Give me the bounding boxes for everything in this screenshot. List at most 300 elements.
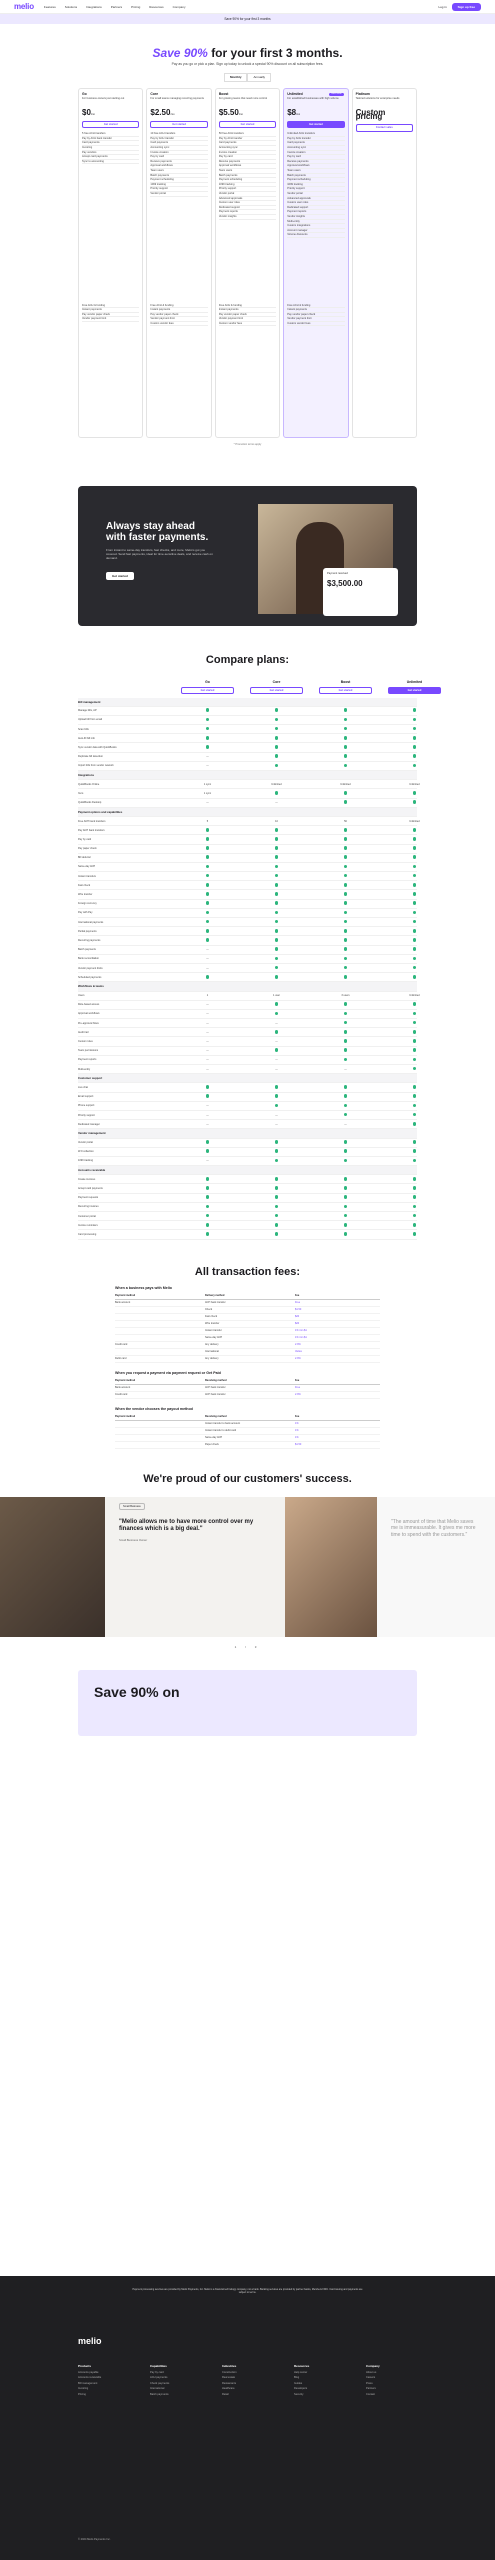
check-icon [275,1214,279,1218]
footer-link[interactable]: Real estate [222,2376,236,2380]
compare-row-label: Bill deferral [78,856,91,860]
compare-cell [380,1094,449,1099]
compare-row-label: Priority support [78,1113,95,1117]
fee-cell: Same-day ACH [205,1336,223,1340]
compare-row-label: Instant transfers [78,874,96,878]
compare-cell: — [275,1122,278,1126]
compare-cell [380,1186,449,1191]
fee-cell: International [205,1350,219,1354]
nav-link[interactable]: Pricing [131,4,141,9]
compare-row-label: Vendor management [78,1131,106,1136]
plan-name: Core [150,91,159,96]
footer-link[interactable]: ACH payments [150,2376,168,2380]
feature-label: Payment scheduling [287,178,311,182]
compare-cell [380,1104,449,1109]
compare-header-spacer [78,680,173,694]
fee-cell: Debit card [115,1357,127,1361]
billing-toggle[interactable] [0,73,495,82]
check-icon [275,874,279,878]
check-icon [275,892,279,896]
plan-cta-button[interactable]: Contact sales [356,124,413,132]
compare-cell [380,828,449,833]
fee-cell: Credit card [115,1343,128,1347]
compare-cell [242,718,311,723]
compare-row-label: Workflows & teams [78,984,104,989]
footer-link[interactable]: Contact [366,2392,375,2396]
footer-link[interactable]: Careers [366,2376,376,2380]
feature-label: Vendor portal [218,192,235,195]
check-icon [413,1159,417,1163]
nav-link[interactable]: Partners [110,4,123,9]
check-icon [344,883,348,887]
fee-cell: Check [205,1308,213,1312]
footer-column-heading: Products [78,2364,92,2368]
compare-header [0,680,495,694]
check-icon [344,947,348,951]
feature-label: Accounting sync [218,146,238,150]
compare-cell: — [275,1113,278,1117]
feature-label: Vendor portal [150,192,166,195]
compare-cell [311,754,380,759]
feature-label: Card payments [82,141,100,145]
check-icon [206,846,210,850]
compare-row [78,734,417,743]
check-icon [275,883,279,887]
compare-row-label: 1099 tracking [78,1159,94,1163]
compare-row [78,817,420,826]
check-icon [275,920,279,924]
fee-row [115,1356,380,1363]
compare-cell: 1 sync [203,782,212,786]
check-icon [344,874,348,878]
compare-row-label: Integrations [78,773,95,778]
check-icon [275,1012,279,1016]
footer-link[interactable]: Check payments [150,2381,170,2385]
plan-price-value: $8 [287,108,297,118]
compare-row [78,863,417,872]
check-icon [206,1205,210,1209]
plan-name: Platinum [355,91,370,96]
fee-cell: 1% min $1 [295,1329,307,1333]
check-icon [413,947,417,951]
footer-link[interactable]: Blog [294,2376,300,2380]
compare-cell [173,929,242,934]
footer-link[interactable]: Partners [366,2387,376,2391]
plan-price-period: /mo [90,113,95,117]
fees-title: All transaction fees: [194,1265,301,1278]
compare-cell [311,966,380,971]
compare-row-label: QuickBooks Online [78,782,100,786]
promo-text: From instant to same-day transfers, fast checks, and more, Melio's got you covered. Send fast payments, ideal for time-sensitive deals, and receive cash on demand. [106,547,213,560]
compare-cell: — [206,1067,209,1071]
footer-link[interactable]: Healthcare [222,2387,235,2391]
promo-banner[interactable] [0,14,495,24]
compare-col-boost [311,680,380,694]
nav-link[interactable]: Integrations [86,4,102,9]
check-icon [344,1186,348,1190]
footer-link[interactable]: Invoicing [78,2387,89,2391]
footer-link[interactable]: Bill management [78,2381,98,2385]
check-icon [344,846,348,850]
check-icon [344,718,348,722]
check-icon [344,800,348,804]
fee-cell: Wire transfer [205,1322,220,1326]
check-icon [413,1122,417,1126]
extra-label: Vendor payment limit [287,317,312,321]
melio-logo[interactable]: melio [14,2,34,11]
check-icon [206,855,210,859]
compare-cell [242,901,311,906]
extra-label: Custom vendor fees [150,321,174,325]
compare-cell [311,828,380,833]
compare-cell [242,975,311,980]
feature-label: Pay by card [218,155,233,159]
carousel-nav[interactable]: 1 / 3 [234,1644,261,1649]
compare-row-label: Card processing [78,1232,97,1236]
compare-cell [311,929,380,934]
compare-row [78,707,417,716]
check-icon [344,727,348,731]
footer-link[interactable]: Security [294,2392,304,2396]
compare-cell [380,764,449,769]
compare-cell: — [206,948,209,952]
check-icon [413,865,417,869]
compare-cta-button[interactable]: Get started [250,687,303,694]
fee-group-title: When you request a payment via payment request or Get Paid [115,1370,221,1375]
testimonial-author: Small Business Owner [119,1537,148,1542]
footer-column [150,2364,222,2398]
compare-row-label: Free ACH bank transfers [78,819,106,823]
compare-cell: — [206,1058,209,1062]
plan-cta-button[interactable]: Get started [219,121,276,129]
footer-link[interactable]: Accounts payable [78,2370,99,2374]
compare-cell [242,1048,311,1053]
compare-cell: — [275,1040,278,1044]
compare-cell [311,736,380,741]
nav-link[interactable]: Solutions [64,4,78,9]
compare-cell [380,1223,449,1228]
compare-cta-button[interactable]: Get started [181,687,234,694]
compare-cell [173,901,242,906]
check-icon [275,1140,279,1144]
check-icon [275,828,279,832]
compare-row-label: Vendor portal [78,1141,93,1145]
compare-cell [311,1195,380,1200]
check-icon [206,1177,210,1181]
feature-label: 1099 tracking [218,182,235,186]
compare-cell: — [206,801,209,805]
compare-cell [380,1085,449,1090]
feature-label: Receive payments [287,159,309,163]
feature-label: Vendor portal [287,192,303,195]
fees-table [0,1286,495,1449]
check-icon [344,892,348,896]
signup-button[interactable]: Sign up free [452,3,481,11]
compare-cell [173,1094,242,1099]
compare-row [78,762,417,771]
check-icon [344,1140,348,1144]
footer-link[interactable]: Guides [294,2381,303,2385]
nav-link[interactable]: Features [43,4,56,9]
compare-row [78,1148,417,1157]
compare-row [78,946,417,955]
plan-price-value: $5.50 [218,108,239,118]
compare-cta-button[interactable]: Get started [319,687,372,694]
check-icon [413,754,417,758]
compare-row [78,881,417,890]
check-icon [275,708,279,712]
plan-name: Boost [218,91,229,96]
fee-row [115,1385,380,1392]
feature-label: Card payments [150,141,168,145]
plan-price-value: $0 [82,108,91,118]
check-icon [275,1085,279,1089]
fee-cell: Instant transfer [205,1329,222,1333]
compare-cell [380,754,449,759]
promo-title: Always stay ahead with faster payments. [106,520,209,543]
footer-link[interactable]: Help center [294,2370,308,2374]
promo-cta-button[interactable]: Get started [106,572,134,580]
top-navbar [0,0,495,14]
compare-col-name: Boost [340,679,351,684]
footer-logo[interactable]: melio [78,2336,102,2346]
compare-cell [242,1149,311,1154]
compare-cell [380,727,449,732]
fee-cell [115,1322,205,1325]
compare-row [78,973,417,982]
compare-row [78,1230,417,1239]
plan-cta-button[interactable]: Get started [82,121,139,129]
feature-label: Pay by ACH bank transfer [82,136,112,140]
extra-label: Free ACH & funding [82,303,106,307]
footer-link[interactable]: Restaurants [222,2381,236,2385]
check-icon [275,736,279,740]
plan-price [355,108,413,121]
check-icon [275,1232,279,1236]
promo-section [78,486,417,626]
footer-column [366,2364,438,2398]
compare-cell [380,892,449,897]
compare-row [78,1212,417,1221]
fee-cell: $20 [295,1322,300,1326]
plan-cta-button[interactable]: Get started [287,121,344,129]
check-icon [206,1214,210,1218]
check-icon [344,855,348,859]
compare-row-label: Pay paper check [78,847,97,851]
compare-row [78,1019,417,1028]
check-icon [344,1223,348,1227]
check-icon [206,938,210,942]
compare-cell [173,846,242,851]
footer-link[interactable]: International [150,2387,165,2391]
fee-cell [115,1315,205,1318]
compare-row [78,1203,417,1212]
compare-cell [173,1232,242,1237]
check-icon [344,966,348,970]
compare-cell [242,727,311,732]
check-icon [344,1104,348,1108]
compare-cell [311,1205,380,1210]
check-icon [275,764,279,768]
compare-category [78,771,417,780]
toggle-monthly[interactable]: Monthly [224,73,248,82]
compare-cell [380,708,449,713]
compare-cell [311,1140,380,1145]
compare-cell [242,1140,311,1145]
plan-feature [219,215,276,220]
compare-cell: — [275,1021,278,1025]
fee-header-cell: Payment method [115,1379,136,1383]
compare-cell: — [206,1159,209,1163]
compare-cell: 3 users [341,994,350,998]
check-icon [344,911,348,915]
check-icon [413,828,417,832]
plan-extra [82,317,139,322]
testimonial-next-card[interactable] [377,1497,495,1637]
check-icon [275,745,279,749]
check-icon [413,1021,417,1025]
feature-label: Payment reports [218,210,238,214]
check-icon [413,1186,417,1190]
toggle-annually[interactable]: Annually [247,73,271,82]
fee-row [115,1421,380,1428]
compare-cell [311,791,380,796]
plan-price-value: Custom pricing [355,108,386,121]
check-icon [413,1002,417,1006]
check-icon [413,736,417,740]
check-icon [344,1058,348,1062]
compare-row-label: Audit trail [78,1030,89,1034]
payment-received-card [323,568,398,616]
compare-cta-button[interactable]: Get started [388,687,441,694]
testimonial-quote: "Melio allows me to have more control over my finances which is a big deal." [119,1518,254,1533]
compare-row-label: Bill management [78,699,101,704]
compare-row [78,789,417,798]
check-icon [275,1094,279,1098]
extra-label: Instant payments [150,308,171,312]
plan-price-value: $2.50 [150,108,171,118]
compare-cell [242,1177,311,1182]
plan-cta-button[interactable]: Get started [150,121,207,129]
compare-cell [380,1140,449,1145]
footer-link[interactable]: About us [366,2370,377,2374]
check-icon [344,975,348,979]
plan-description: For established businesses with high volume [287,97,339,101]
check-icon [275,1177,279,1181]
compare-row-label: Phone support [78,1104,95,1108]
compare-cell [380,938,449,943]
plans-note: * Promotion terms apply [233,442,262,446]
compare-row [78,716,417,725]
extra-label: Pay vendor paper check [150,312,179,316]
compare-cell [242,920,311,925]
compare-cell: — [206,755,209,759]
compare-row-label: QuickBooks Desktop [78,801,102,805]
fee-cell: 1% min $1 [295,1336,307,1340]
compare-cell [173,865,242,870]
compare-cell [173,975,242,980]
compare-cell [311,1094,380,1099]
compare-cell: — [206,1113,209,1117]
feature-label: Priority support [218,187,237,191]
page-title: Save 90% for your first 3 months. [152,46,343,60]
feature-label: Custom user roles [287,201,309,205]
nav-link[interactable]: Company [172,4,186,9]
check-icon [275,1002,279,1006]
feature-label: 10 free ACH transfers [150,132,176,136]
compare-row-label: Manage bills, AP [78,709,97,713]
feature-label: Priority support [150,187,168,191]
fee-cell: Free [295,1301,301,1305]
check-icon [344,957,348,961]
plan-price [82,108,139,118]
feature-label: Approval workflows [150,164,173,168]
footer [0,2276,495,2560]
check-icon [413,1030,417,1034]
fee-cell [115,1336,205,1339]
footer-link[interactable]: Pricing [78,2392,86,2396]
check-icon [206,837,210,841]
compare-cell [173,938,242,943]
compare-cell [173,920,242,925]
check-icon [413,800,417,804]
compare-row [78,936,417,945]
fee-header-cell: Receiving method [205,1415,227,1419]
check-icon [344,920,348,924]
compare-cell [311,1012,380,1017]
feature-label: Pay by ACH transfer [150,136,174,140]
footer-link[interactable]: Accounts receivable [78,2376,102,2380]
compare-row-label: Payment requests [78,1196,99,1200]
compare-cell [242,1195,311,1200]
compare-cell: 1 sync [203,791,212,795]
plan-badge: Best value [331,92,342,95]
compare-cell [311,1186,380,1191]
check-icon [206,828,210,832]
footer-link[interactable]: Developers [294,2387,308,2391]
compare-row-label: Vendor payment limits [78,966,103,970]
compare-cell [242,947,311,952]
login-link[interactable]: Log in [438,4,447,9]
check-icon [206,736,210,740]
compare-cell [311,1159,380,1164]
compare-row [78,1175,417,1184]
check-icon [344,865,348,869]
check-icon [413,938,417,942]
compare-cell [173,1195,242,1200]
footer-link[interactable]: Pay by card [150,2370,164,2374]
footer-link[interactable]: Construction [222,2370,237,2374]
feature-label: Approval workflows [218,164,242,168]
compare-cell: Unlimited [409,782,420,786]
check-icon [206,708,210,712]
compare-cell [242,892,311,897]
footer-link[interactable]: Retail [222,2392,229,2396]
compare-category [78,808,417,817]
compare-cell [242,745,311,750]
plan-name: Unlimited [287,91,303,96]
feature-label: Invoice creation [150,150,169,154]
feature-label: Vendor insights [287,214,305,218]
check-icon [344,708,348,712]
footer-link[interactable]: Press [366,2381,373,2385]
footer-link[interactable]: Batch payments [150,2392,169,2396]
plan-description: Tailored solutions for enterprise needs [355,97,400,101]
compare-category [78,1129,417,1138]
fee-header-row [115,1378,380,1385]
extra-label: Pay vendor paper check [218,312,247,316]
nav-link[interactable]: Resources [149,4,164,9]
